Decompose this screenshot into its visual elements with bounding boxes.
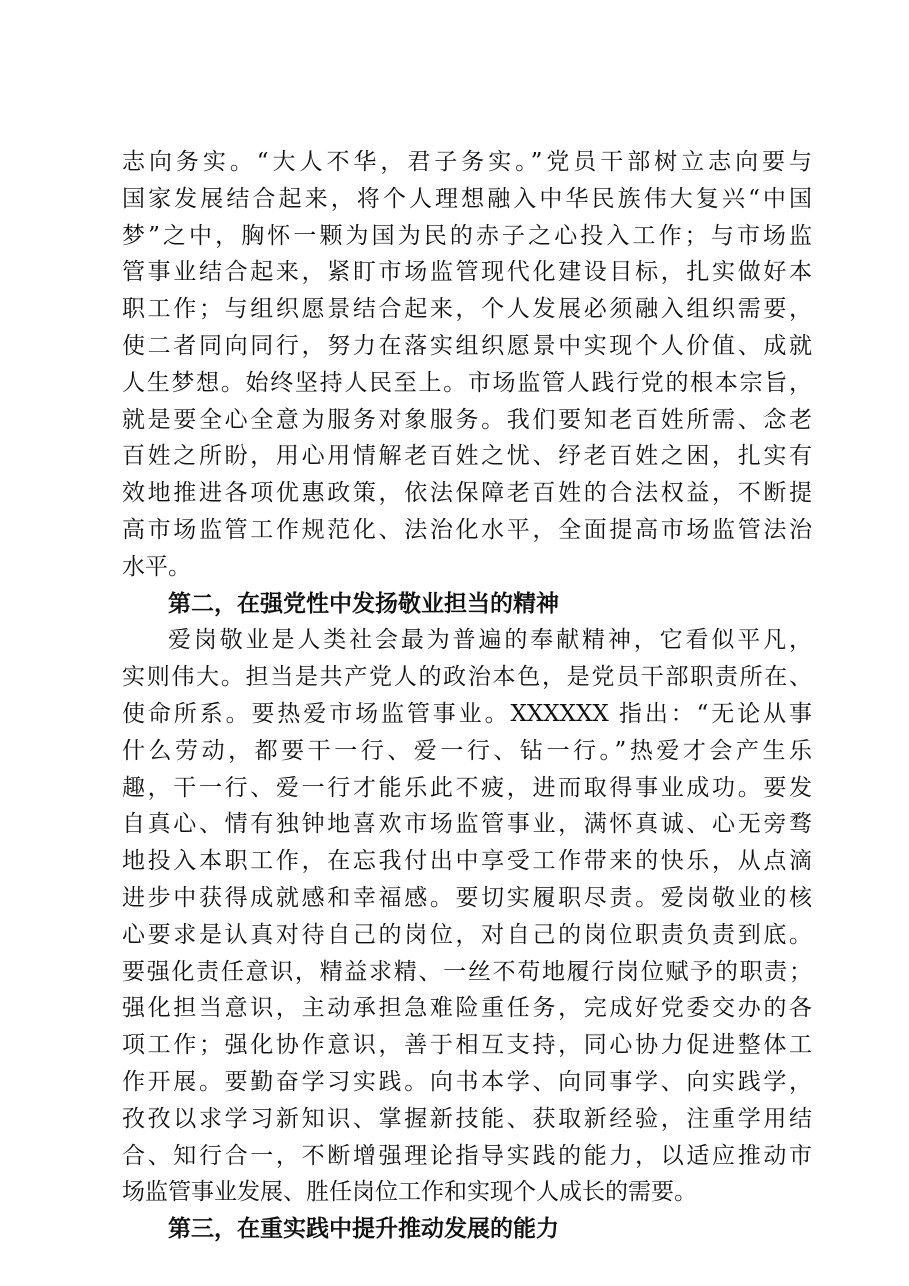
text-line: 职工作；与组织愿景结合起来，个人发展必须融入组织需要， <box>122 296 812 323</box>
text-line: 要强化责任意识，精益求精、一丝不苟地履行岗位赋予的职责； <box>122 958 812 985</box>
text-line: 心要求是认真对待自己的岗位，对自己的岗位职责负责到底。 <box>122 921 812 948</box>
text-line: 作开展。要勤奋学习实践。向书本学、向同事学、向实践学， <box>122 1068 812 1095</box>
text-line: 场监管事业发展、胜任岗位工作和实现个人成长的需要。 <box>122 1179 697 1206</box>
text-line: 管事业结合起来，紧盯市场监管现代化建设目标，扎实做好本 <box>122 259 812 286</box>
text-line: 志向务实。“大人不华，君子务实。”党员干部树立志向要与 <box>122 149 812 175</box>
text-line: 爱岗敬业是人类社会最为普遍的奉献精神，它看似平凡， <box>168 627 812 654</box>
text-line: 趣，干一行、爱一行才能乐此不疲，进而取得事业成功。要发 <box>122 774 812 801</box>
text-line: 自真心、情有独钟地喜欢市场监管事业，满怀真诚、心无旁骛 <box>122 811 812 838</box>
text-line: 使二者同向同行，努力在落实组织愿景中实现个人价值、成就 <box>122 332 812 359</box>
text-line: 国家发展结合起来，将个人理想融入中华民族伟大复兴“中国 <box>122 185 812 212</box>
text-line: 什么劳动，都要干一行、爱一行、钻一行。”热爱才会产生乐 <box>122 737 812 764</box>
section-heading-3: 第三，在重实践中提升推动发展的能力 <box>168 1216 559 1243</box>
text-line: 实则伟大。担当是共产党人的政治本色，是党员干部职责所在、 <box>122 664 812 691</box>
paragraph-2 <box>122 622 812 1211</box>
text-line: 水平。 <box>122 553 191 580</box>
text-line: 强化担当意识，主动承担急难险重任务，完成好党委交办的各 <box>122 995 812 1022</box>
text-line: 进步中获得成就感和幸福感。要切实履职尽责。爱岗敬业的核 <box>122 884 812 911</box>
section-heading-2: 第二，在强党性中发扬敬业担当的精神 <box>168 590 559 617</box>
text-line: 高市场监管工作规范化、法治化水平，全面提高市场监管法治 <box>122 516 812 543</box>
text-line: 地投入本职工作，在忘我付出中享受工作带来的快乐，从点滴 <box>122 848 812 875</box>
text-line: 项工作；强化协作意识，善于相互支持，同心协力促进整体工 <box>122 1032 812 1059</box>
text-line: 效地推进各项优惠政策，依法保障老百姓的合法权益，不断提 <box>122 480 812 507</box>
document-body <box>122 144 812 1248</box>
text-line: 孜孜以求学习新知识、掌握新技能、获取新经验，注重学用结 <box>122 1105 812 1132</box>
text-line: 梦”之中，胸怀一颗为国为民的赤子之心投入工作；与市场监 <box>122 222 812 249</box>
text-line: 使命所系。要热爱市场监管事业。XXXXXX 指出：“无论从事 <box>122 700 812 727</box>
text-line: 百姓之所盼，用心用情解老百姓之忧、纾老百姓之困，扎实有 <box>122 443 812 470</box>
text-line: 就是要全心全意为服务对象服务。我们要知老百姓所需、念老 <box>122 406 812 433</box>
paragraph-1 <box>122 144 812 586</box>
text-line: 合、知行合一，不断增强理论指导实践的能力，以适应推动市 <box>122 1142 812 1169</box>
text-line: 人生梦想。始终坚持人民至上。市场监管人践行党的根本宗旨， <box>122 369 812 396</box>
